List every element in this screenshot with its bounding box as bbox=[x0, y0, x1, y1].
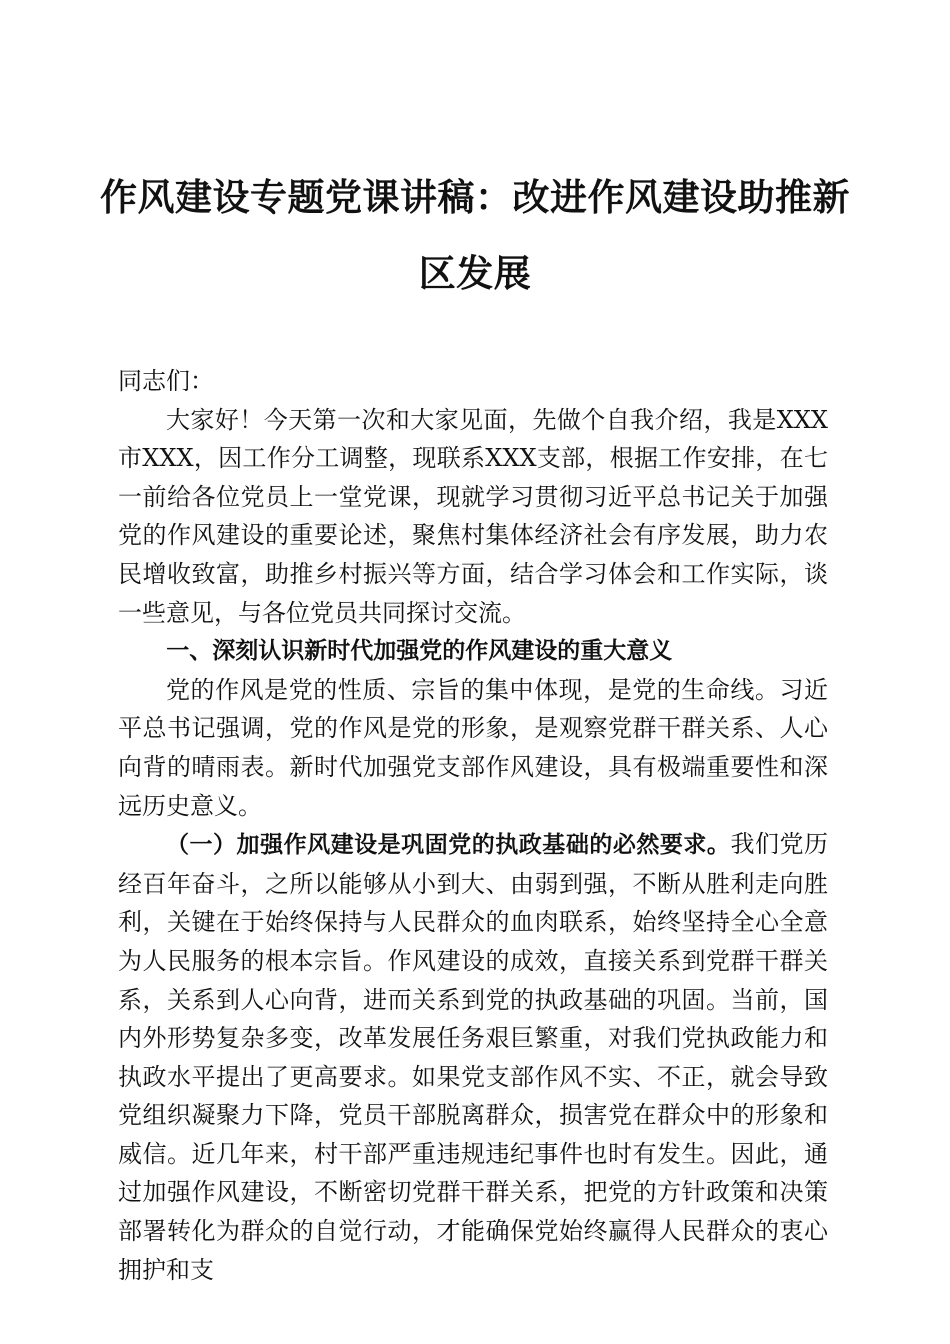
document-body bbox=[118, 362, 828, 1289]
document-title: 作风建设专题党课讲稿：改进作风建设助推新区发展 bbox=[100, 176, 850, 295]
subsection-1-lead: （一）加强作风建设是巩固党的执政基础的必然要求。 bbox=[166, 832, 731, 859]
subsection-1-body: 我们党历经百年奋斗，之所以能够从小到大、由弱到强，不断从胜利走向胜利，关键在于始终保持与人民群众的血肉联系，始终坚持全心全意为人民服务的根本宗旨。作风建设的成效，直接关系到党群干群关系，关系到人心向背，进而关系到党的执政基础的巩固。当前，国内外形势复杂多变，改革发展任务艰巨繁重，对我们党执政能力和执政水平提出了更高要求。如果党支部作风不实、不正，就会导致党组织凝聚力下降，党员干部脱离群众，损害党在群众中的形象和威信。近几年来，村干部严重违规违纪事件也时有发生。因此，通过加强作风建设，不断密切党群干群关系，把党的方针政策和决策部署转化为群众的自觉行动，才能确保党始终赢得人民群众的衷心拥护和支 bbox=[118, 830, 829, 1284]
greeting: 同志们： bbox=[118, 367, 214, 395]
section-heading-1: 一、深刻认识新时代加强党的作风建设的重大意义 bbox=[166, 638, 673, 665]
subsection-1-paragraph bbox=[118, 825, 828, 1289]
intro-paragraph: 大家好！今天第一次和大家见面，先做个自我介绍，我是XXX市XXX，因工作分工调整，现联系XXX支部，根据工作安排，在七一前给各位党员上一堂党课，现就学习贯彻习近平总书记关于加强党的作风建设的重要论述，聚焦村集体经济社会有序发展，助力农民增收致富，助推乡村振兴等方面，结合学习体会和工作实际，谈一些意见，与各位党员共同探讨交流。 bbox=[118, 405, 828, 627]
section-1-paragraph: 党的作风是党的性质、宗旨的集中体现，是党的生命线。习近平总书记强调，党的作风是党的形象，是观察党群干群关系、人心向背的晴雨表。新时代加强党支部作风建设，具有极端重要性和深远历史意义。 bbox=[118, 675, 828, 820]
